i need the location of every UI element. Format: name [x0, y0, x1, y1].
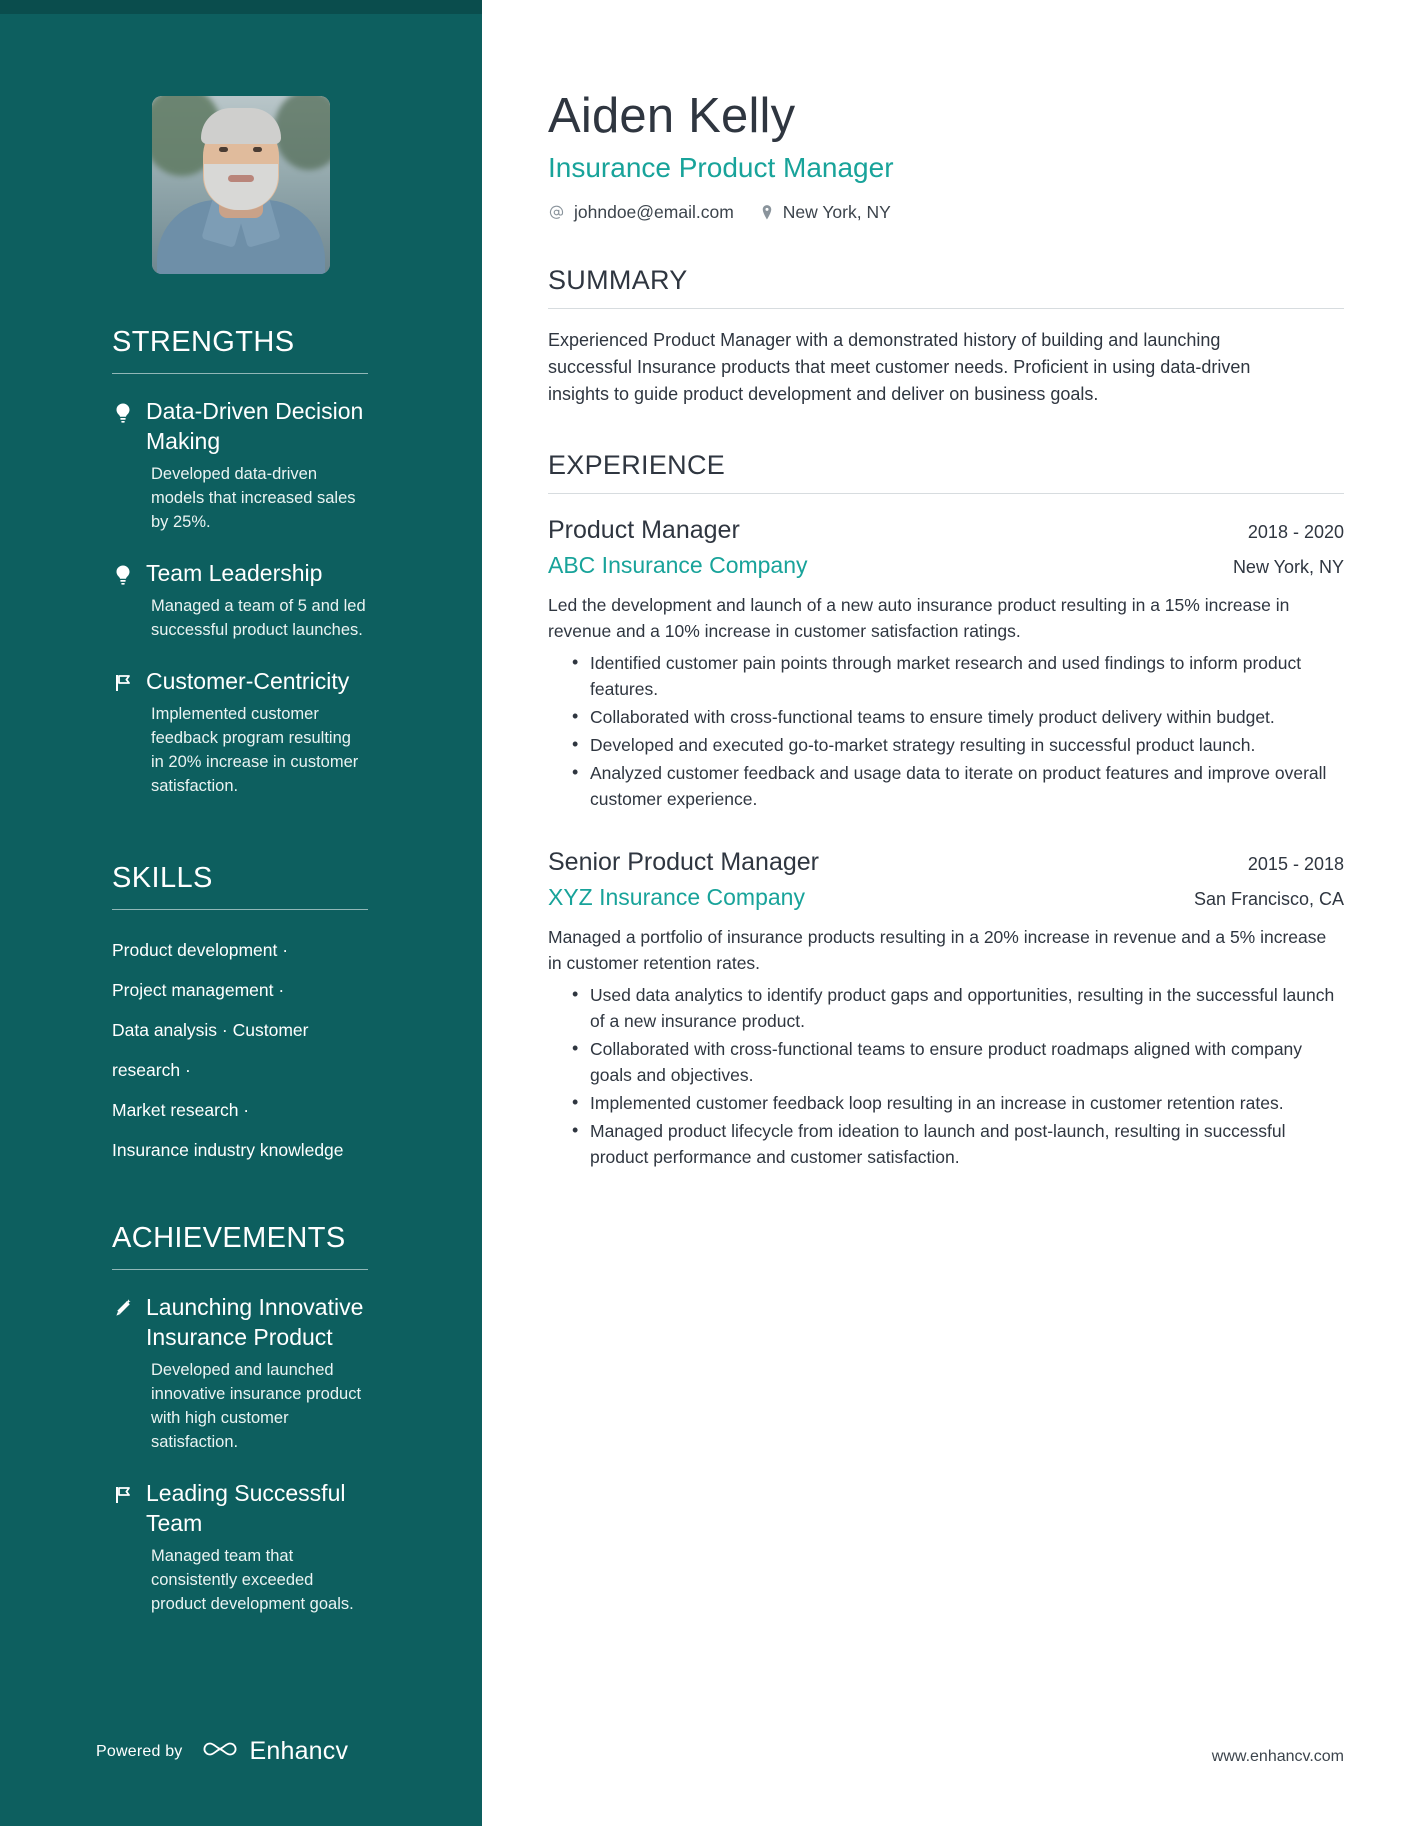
achievements-divider: [112, 1269, 368, 1270]
strength-title: Customer-Centricity: [146, 668, 350, 694]
sidebar: [0, 0, 482, 1826]
strength-item: [112, 666, 368, 798]
achievement-title: Launching Innovative Insurance Product: [146, 1294, 364, 1350]
skill-line: Insurance industry knowledge: [112, 1140, 344, 1160]
job-role-subtitle: Insurance Product Manager: [548, 152, 894, 183]
job-title: Product Manager: [548, 516, 740, 544]
job-description: Led the development and launch of a new auto insurance product resulting in a 15% increase in revenue and a 10% increase in customer satisfaction ratings.: [548, 595, 1290, 641]
strength-item: [112, 558, 368, 642]
job-bullet-list: [548, 650, 1344, 812]
achievements-title: ACHIEVEMENTS: [112, 1222, 346, 1254]
experience-title: EXPERIENCE: [548, 450, 726, 480]
achievement-title: Leading Successful Team: [146, 1480, 346, 1536]
strengths-title: STRENGTHS: [112, 326, 295, 358]
page-title: Aiden Kelly: [548, 89, 796, 143]
map-pin-icon: [760, 204, 774, 221]
strengths-section: [0, 326, 482, 798]
brand-name: Enhancv: [249, 1737, 349, 1765]
job-bullet-list: [548, 982, 1344, 1170]
location-contact: [760, 202, 891, 223]
flag-icon: [112, 670, 134, 696]
job-dates: 2015 - 2018: [1247, 854, 1344, 874]
summary-section: [548, 265, 1344, 408]
skills-title: SKILLS: [112, 862, 213, 894]
bulb-icon: [112, 562, 134, 588]
strength-item: [112, 396, 368, 534]
email-contact[interactable]: [548, 202, 734, 223]
experience-section: [548, 450, 1344, 1170]
strength-description: Developed data-driven models that increased sales by 25%.: [151, 465, 356, 531]
website-footer[interactable]: www.enhancv.com: [1211, 1748, 1344, 1765]
flag-icon: [112, 1482, 134, 1508]
achievement-item: [112, 1478, 368, 1616]
bulb-icon: [112, 400, 134, 426]
strength-description: Managed a team of 5 and led successful product launches.: [151, 597, 366, 639]
avatar: [152, 96, 330, 274]
achievement-description: Developed and launched innovative insurance product with high customer satisfaction.: [151, 1361, 362, 1451]
skill-line: Product development ·: [112, 940, 289, 960]
job-bullet: • Managed product lifecycle from ideation to launch and post-launch, resulting in successful product performance and customer satisfaction.: [572, 1118, 1344, 1170]
achievement-item: [112, 1292, 368, 1454]
powered-by-footer: [96, 1737, 348, 1766]
job-title: Senior Product Manager: [548, 848, 819, 876]
skill-line: Project management ·: [112, 980, 285, 1000]
summary-divider: [548, 308, 1344, 309]
job-description: Managed a portfolio of insurance products resulting in a 20% increase in revenue and a 5% increase in customer retention rates.: [548, 927, 1327, 973]
profile-photo: [152, 96, 330, 274]
strengths-divider: [112, 373, 368, 374]
summary-text: Experienced Product Manager with a demonstrated history of building and launching successful Insurance products that meet customer needs. Proficient in using data-driven insights to guide product development and deliver on business goals.: [548, 330, 1251, 404]
email-text: johndoe@email.com: [574, 202, 734, 222]
infinity-logo-icon: [199, 1738, 241, 1765]
job-bullet: • Implemented customer feedback loop resulting in an increase in customer retention rates.: [572, 1090, 1344, 1116]
achievements-section: [0, 1222, 482, 1616]
job-bullet: • Collaborated with cross-functional teams to ensure timely product delivery within budget.: [572, 704, 1344, 730]
job-company: XYZ Insurance Company: [548, 884, 805, 910]
skills-section: [0, 862, 482, 1170]
main-content: [482, 0, 1410, 1826]
sidebar-top-accent-bar: [0, 0, 482, 14]
job-company: ABC Insurance Company: [548, 552, 808, 578]
achievement-description: Managed team that consistently exceeded product development goals.: [151, 1547, 354, 1613]
job-location: New York, NY: [1232, 557, 1344, 577]
skill-line: Market research ·: [112, 1100, 250, 1120]
contact-row: [548, 202, 1344, 223]
job-dates: 2018 - 2020: [1247, 522, 1344, 542]
job-location: San Francisco, CA: [1193, 889, 1344, 909]
location-text: New York, NY: [782, 202, 891, 222]
experience-entry: [548, 844, 1344, 1170]
strength-title: Team Leadership: [146, 560, 323, 586]
job-bullet: • Developed and executed go-to-market strategy resulting in successful product launch.: [572, 732, 1344, 758]
strength-title: Data-Driven Decision Making: [146, 398, 364, 454]
skills-divider: [112, 909, 368, 910]
at-icon: [548, 204, 565, 221]
experience-entry: [548, 512, 1344, 812]
strength-description: Implemented customer feedback program resulting in 20% increase in customer satisfaction.: [151, 705, 359, 795]
skill-line: Data analysis · Customer research ·: [112, 1020, 309, 1080]
summary-title: SUMMARY: [548, 265, 688, 295]
magic-wand-icon: [112, 1296, 134, 1322]
job-bullet: • Used data analytics to identify product gaps and opportunities, resulting in the successful launch of a new insurance product.: [572, 982, 1344, 1034]
resume-header: [548, 86, 1344, 223]
job-bullet: • Collaborated with cross-functional teams to ensure product roadmaps aligned with company goals and objectives.: [572, 1036, 1344, 1088]
experience-divider: [548, 493, 1344, 494]
job-bullet: • Analyzed customer feedback and usage data to iterate on product features and improve overall customer experience.: [572, 760, 1344, 812]
powered-by-label: Powered by: [96, 1742, 183, 1760]
job-bullet: • Identified customer pain points through market research and used findings to inform product features.: [572, 650, 1344, 702]
enhancv-brand: [199, 1737, 349, 1766]
